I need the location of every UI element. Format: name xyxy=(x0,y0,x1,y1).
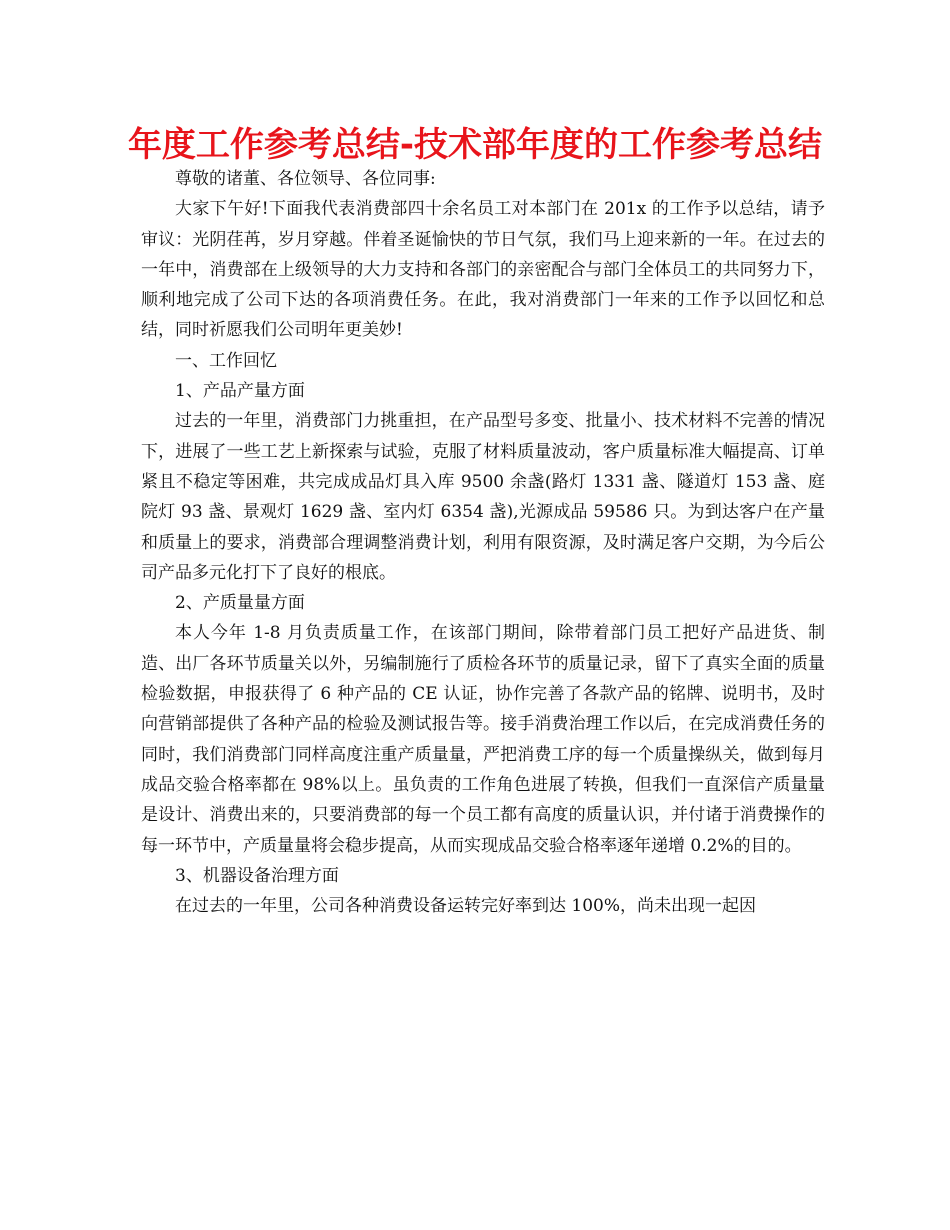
body-paragraph: 本人今年 1-8 月负责质量工作，在该部门期间，除带着部门员工把好产品进货、制造、出厂各环节质量关以外，另编制施行了质检各环节的质量记录，留下了真实全面的质量检验数据，申报获得了 6 种产品的 CE 认证，协作完善了各款产品的铭牌、说明书，及时向营销部提供了各种产品的检验及测试报告等。接手消费治理工作以后，在完成消费任务的同时，我们消费部门同样高度注重产质量量，严把消费工序的每一个质量操纵关，做到每月成品交验合格率都在 98%以上。虽负责的工作角色进展了转换，但我们一直深信产质量量是设计、消费出来的，只要消费部的每一个员工都有高度的质量认识，并付诸于消费操作的每一环节中，产质量量将会稳步提高，从而实现成品交验合格率逐年递增 0.2%的目的。 xyxy=(141,623,825,856)
salutation: 尊敬的诸董、各位领导、各位同事: xyxy=(175,169,436,189)
section-heading: 一、工作回忆 xyxy=(175,350,277,371)
subsection-heading: 1、产品产量方面 xyxy=(175,381,305,402)
body-paragraph: 在过去的一年里，公司各种消费设备运转完好率到达 100%，尚未出现一起因 xyxy=(175,896,757,917)
document-body xyxy=(141,164,825,921)
body-paragraph: 过去的一年里，消费部门力挑重担，在产品型号多变、批量小、技术材料不完善的情况下，进展了一些工艺上新探索与试验，克服了材料质量波动，客户质量标准大幅提高、订单紧且不稳定等困难，共完成成品灯具入库 9500 余盏(路灯 1331 盏、隧道灯 153 盏、庭院灯 93 盏、景观灯 1629 盏、室内灯 6354 盏),光源成品 59586 只。为到达客户在产量和质量上的要求，消费部合理调整消费计划，利用有限资源，及时满足客户交期，为今后公司产品多元化打下了良好的根底。 xyxy=(141,411,825,583)
subsection-heading: 3、机器设备治理方面 xyxy=(175,865,339,886)
subsection-heading: 2、产质量量方面 xyxy=(175,593,305,614)
document-title: 年度工作参考总结-技术部年度的工作参考总结 xyxy=(127,125,823,165)
intro-paragraph: 大家下午好!下面我代表消费部四十余名员工对本部门在 201x 的工作予以总结，请予审议：光阴荏苒，岁月穿越。伴着圣诞愉快的节日气氛，我们马上迎来新的一年。在过去的一年中，消费部在上级领导的大力支持和各部门的亲密配合与部门全体员工的共同努力下，顺利地完成了公司下达的各项消费任务。在此，我对消费部门一年来的工作予以回忆和总结，同时祈愿我们公司明年更美妙! xyxy=(141,199,825,341)
